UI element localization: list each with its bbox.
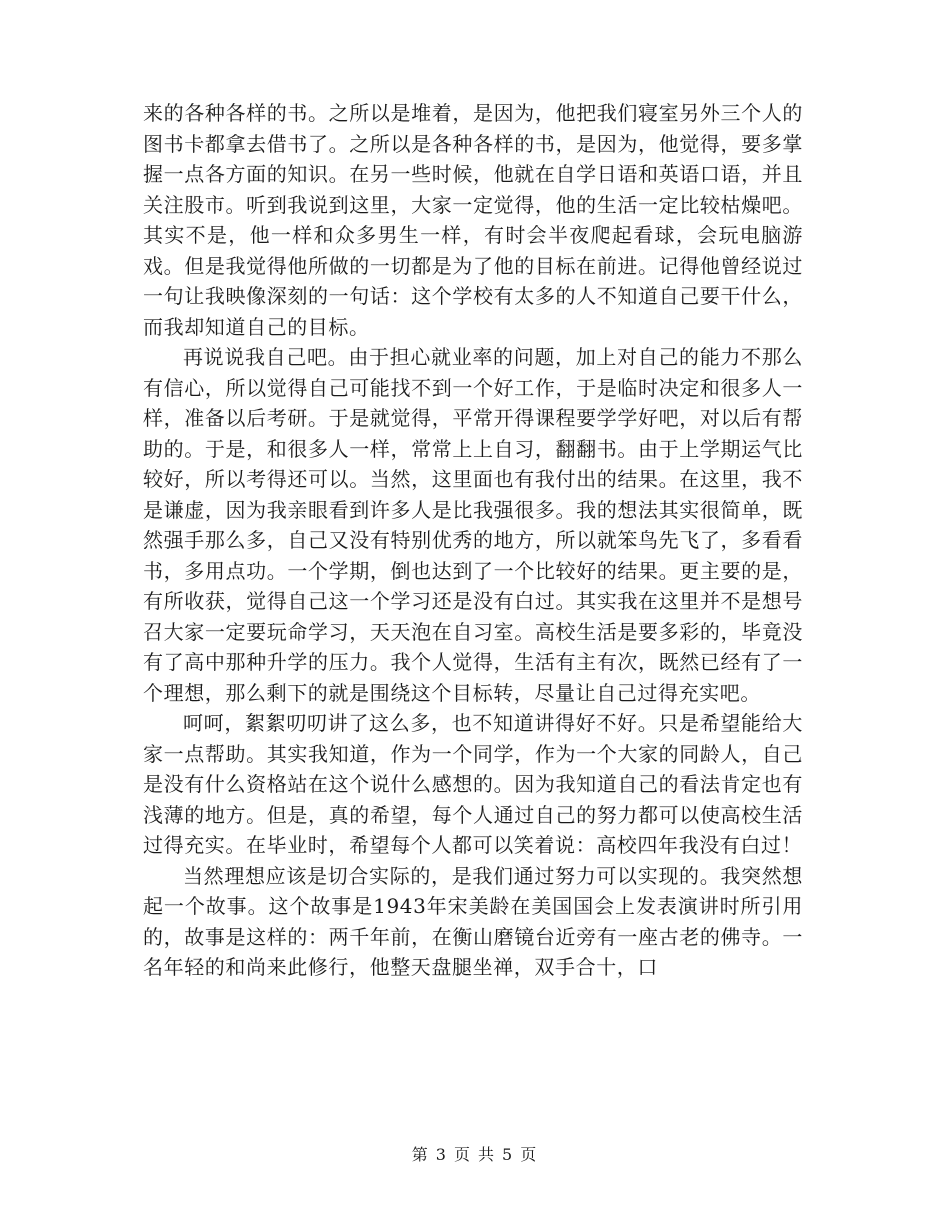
- footer-total-pages: 5: [502, 1145, 515, 1164]
- footer-page-number: 3: [435, 1145, 448, 1164]
- footer-suffix: 页: [520, 1145, 539, 1164]
- document-body: [143, 98, 803, 983]
- paragraph-4: 当然理想应该是切合实际的，是我们通过努力可以实现的。我突然想起一个故事。这个故事是1943年宋美龄在美国国会上发表演讲时所引用的，故事是这样的：两千年前，在衡山磨镜台近旁有一座古老的佛寺。一名年轻的和尚来此修行，他整天盘腿坐禅，双手合十，口: [143, 863, 803, 979]
- page-footer: [0, 1142, 950, 1165]
- footer-total-label: 共: [478, 1145, 497, 1164]
- paragraph-2: 再说说我自己吧。由于担心就业率的问题，加上对自己的能力不那么有信心，所以觉得自己可能找不到一个好工作，于是临时决定和很多人一样，准备以后考研。于是就觉得，平常开得课程要学学好吧，对以后有帮助的。于是，和很多人一样，常常上上自习，翻翻书。由于上学期运气比较好，所以考得还可以。当然，这里面也有我付出的结果。在这里，我不是谦虚，因为我亲眼看到许多人是比我强很多。我的想法其实很简单，既然强手那么多，自己又没有特别优秀的地方，所以就笨鸟先飞了，多看看书，多用点功。一个学期，倒也达到了一个比较好的结果。更主要的是，有所收获，觉得自己这一个学习还是没有白过。其实我在这里并不是想号召大家一定要玩命学习，天天泡在自习室。高校生活是要多彩的，毕竟没有了高中那种升学的压力。我个人觉得，生活有主有次，既然已经有了一个理想，那么剩下的就是围绕这个目标转，尽量让自己过得充实吧。: [143, 345, 803, 705]
- paragraph-1: 来的各种各样的书。之所以是堆着，是因为，他把我们寝室另外三个人的图书卡都拿去借书了。之所以是各种各样的书，是因为，他觉得，要多掌握一点各方面的知识。在另一些时候，他就在自学日语和英语口语，并且关注股市。听到我说到这里，大家一定觉得，他的生活一定比较枯燥吧。其实不是，他一样和众多男生一样，有时会半夜爬起看球，会玩电脑游戏。但是我觉得他所做的一切都是为了他的目标在前进。记得他曾经说过一句让我映像深刻的一句话：这个学校有太多的人不知道自己要干什么，而我却知道自己的目标。: [143, 101, 803, 339]
- footer-prefix: 第: [411, 1145, 430, 1164]
- footer-page-label: 页: [453, 1145, 472, 1164]
- paragraph-3: 呵呵，絮絮叨叨讲了这么多，也不知道讲得好不好。只是希望能给大家一点帮助。其实我知道，作为一个同学，作为一个大家的同龄人，自己是没有什么资格站在这个说什么感想的。因为我知道自己的看法肯定也有浅薄的地方。但是，真的希望，每个人通过自己的努力都可以使高校生活过得充实。在毕业时，希望每个人都可以笑着说：高校四年我没有白过！: [143, 711, 803, 857]
